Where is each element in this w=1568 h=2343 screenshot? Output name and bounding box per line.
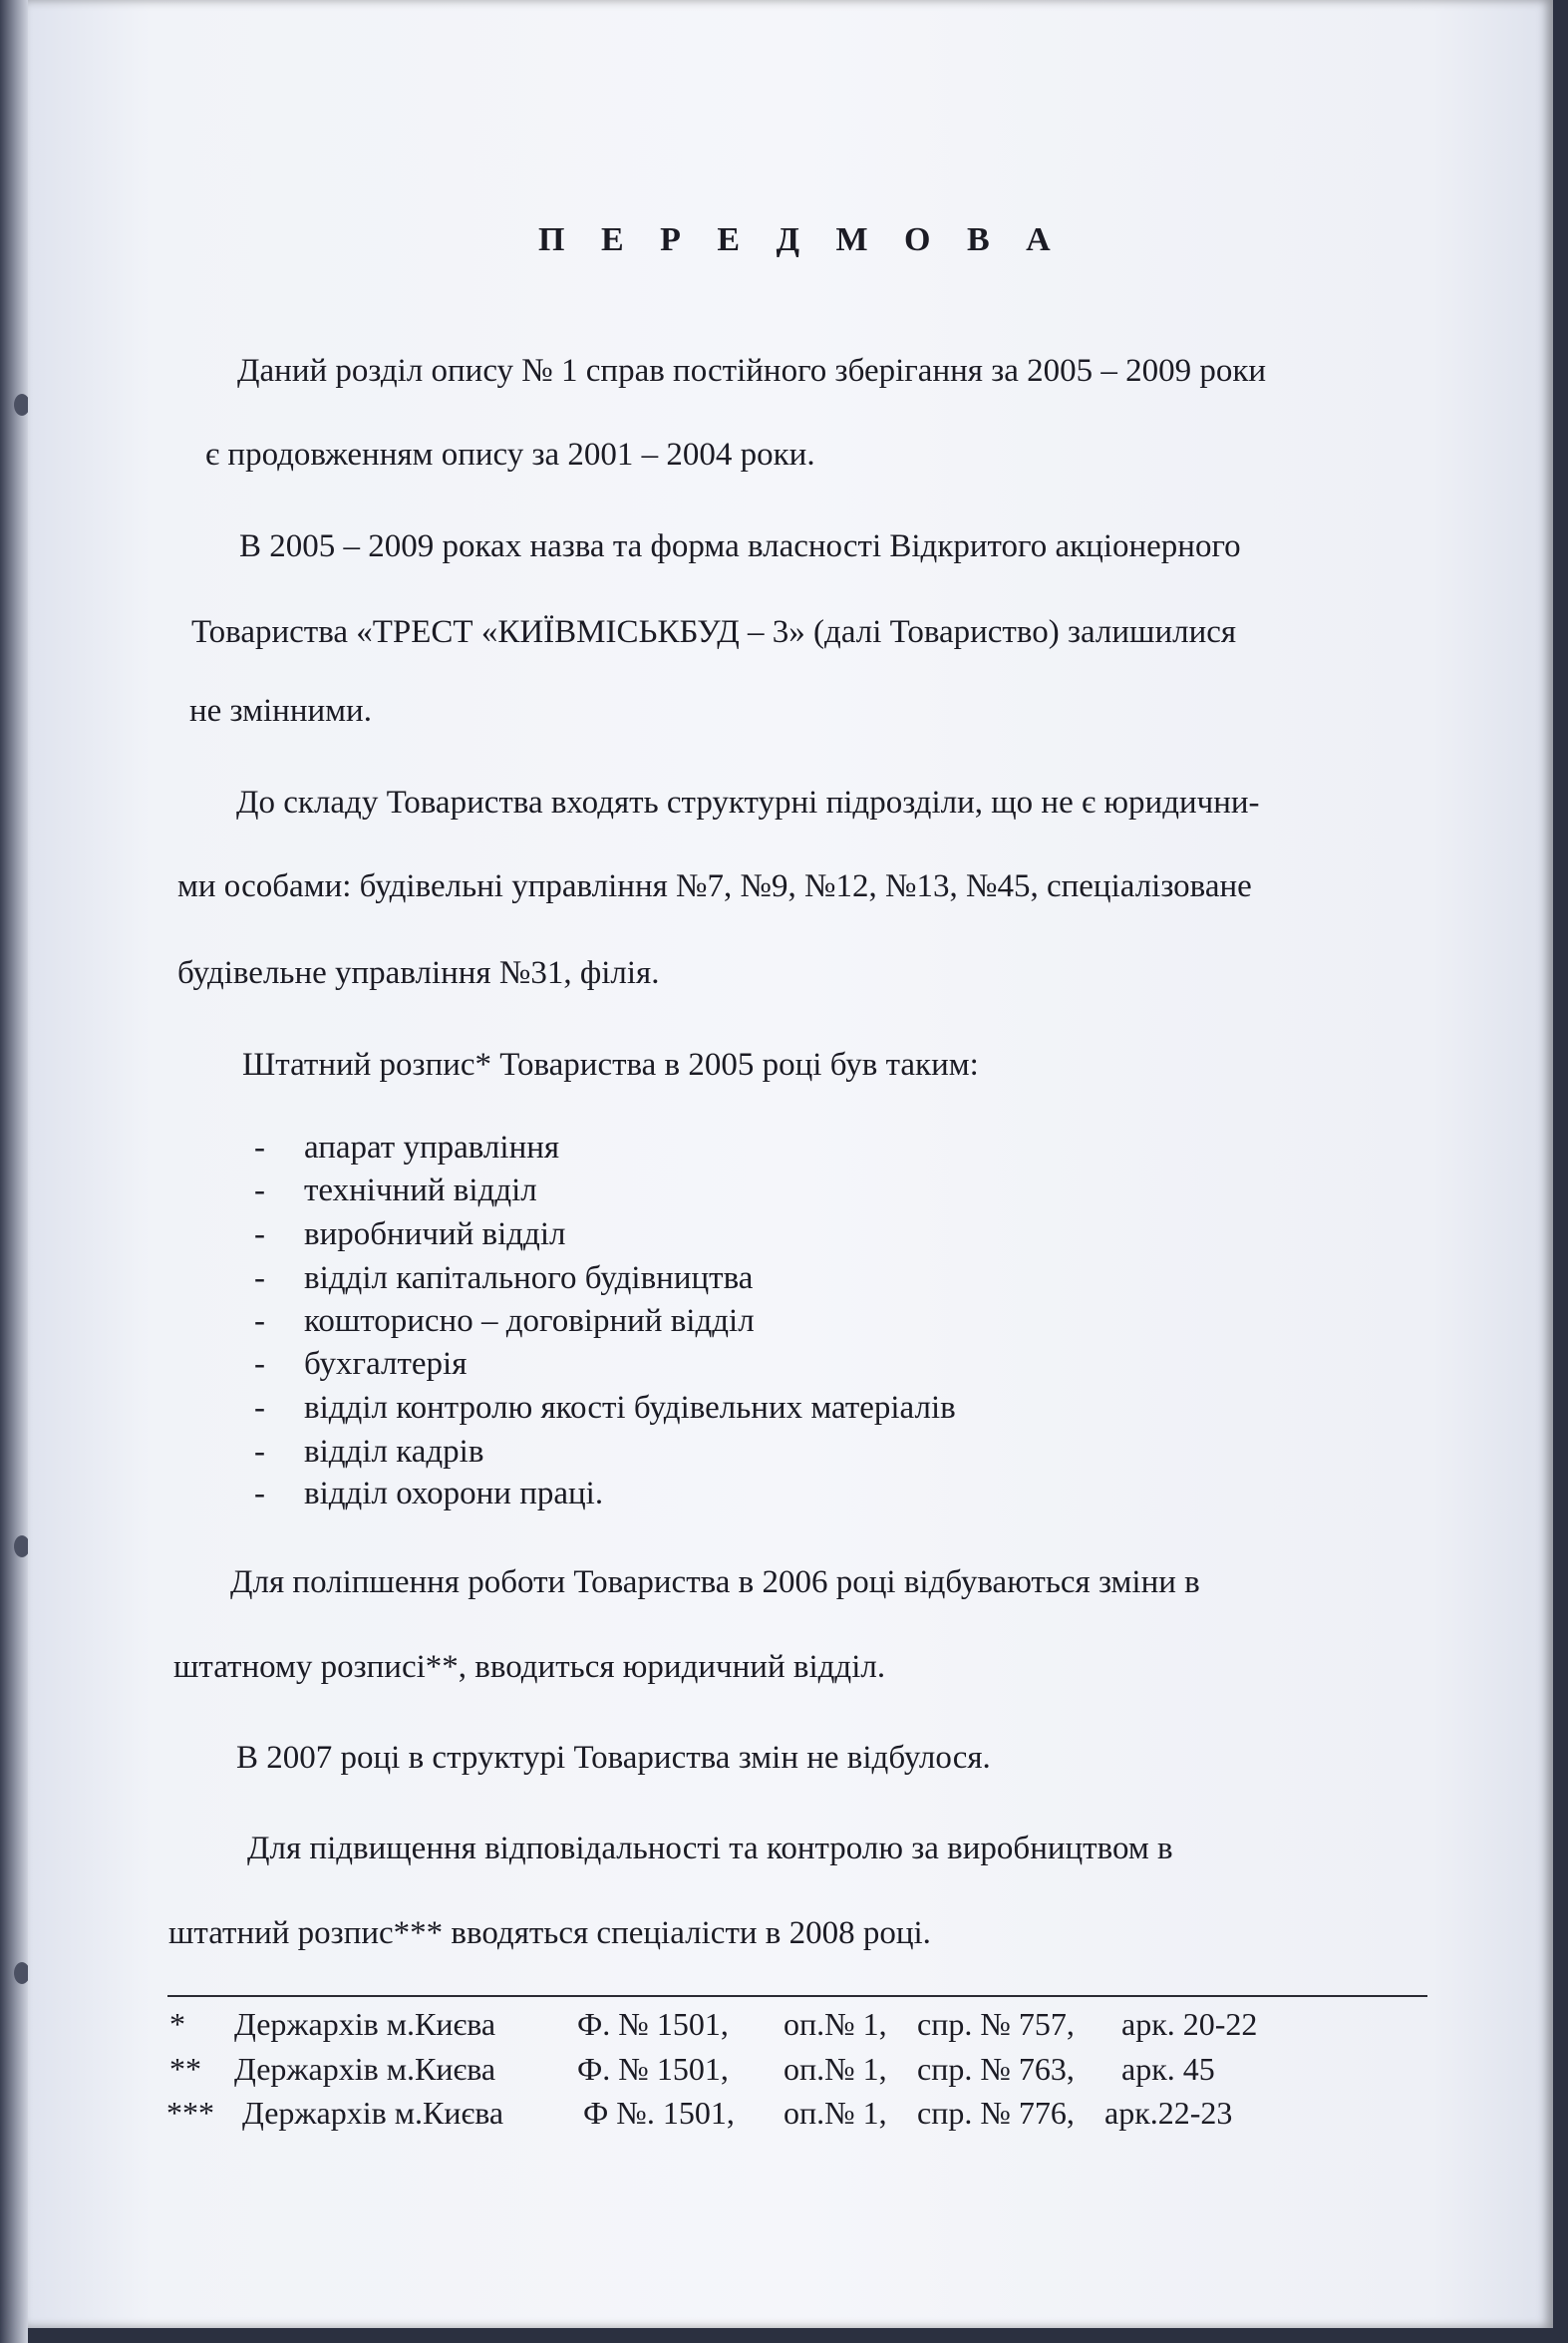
list-item-text: бухгалтерія (304, 1346, 468, 1382)
footnote-ark: арк.22-23 (1104, 2095, 1233, 2131)
list-item (0, 1432, 1568, 1472)
footnote-sprava: спр. № 776, (917, 2095, 1075, 2131)
list-dash: - (254, 1130, 265, 1166)
paragraph-line: Товариства «ТРЕСТ «КИЇВМІСЬКБУД – 3» (далі Товариство) залишилися (191, 614, 1237, 650)
footnote-sprava: спр. № 763, (917, 2051, 1075, 2087)
list-item (0, 1344, 1568, 1384)
paragraph-line: є продовженням опису за 2001 – 2004 роки. (205, 437, 815, 473)
footnote-opys: оп.№ 1, (784, 2006, 887, 2042)
footnote-archive: Держархів м.Києва (242, 2095, 504, 2131)
footnote-mark: *** (166, 2095, 214, 2131)
list-item (0, 1214, 1568, 1254)
list-item-text: відділ охорони праці. (304, 1476, 604, 1511)
list-dash: - (254, 1216, 265, 1252)
list-item (0, 1171, 1568, 1210)
document-title: П Е Р Е Д М О В А (538, 221, 1065, 258)
footnote-archive: Держархів м.Києва (234, 2051, 496, 2087)
list-item (0, 1301, 1568, 1341)
list-item-text: апарат управління (304, 1130, 560, 1166)
footnote-opys: оп.№ 1, (784, 2051, 887, 2087)
paragraph-line: Для поліпшення роботи Товариства в 2006 році відбуваються зміни в (230, 1564, 1200, 1600)
list-dash: - (254, 1390, 265, 1426)
footnote-opys: оп.№ 1, (784, 2095, 887, 2131)
footnote-sprava: спр. № 757, (917, 2006, 1075, 2042)
list-dash: - (254, 1260, 265, 1296)
list-dash: - (254, 1476, 265, 1511)
footnote (0, 2049, 1568, 2089)
footnote-fond: Ф №. 1501, (583, 2095, 735, 2131)
paragraph-line: Штатний розпис* Товариства в 2005 році був таким: (242, 1047, 979, 1083)
paragraph-line: До складу Товариства входять структурні підрозділи, що не є юридични- (236, 785, 1260, 821)
paragraph-line: Даний розділ опису № 1 справ постійного зберігання за 2005 – 2009 роки (237, 353, 1267, 389)
list-item-text: технічний відділ (304, 1172, 537, 1208)
list-item-text: кошторисно – договірний відділ (304, 1303, 755, 1339)
paragraph-line: штатному розписі**, вводиться юридичний відділ. (173, 1649, 886, 1685)
list-item-text: виробничий відділ (304, 1216, 566, 1252)
footnote-separator (167, 1995, 1427, 1997)
list-item (0, 1474, 1568, 1513)
footnote-fond: Ф. № 1501, (577, 2051, 729, 2087)
list-item-text: відділ контролю якості будівельних матеріалів (304, 1390, 956, 1426)
list-item (0, 1388, 1568, 1428)
paragraph-line: не змінними. (189, 693, 372, 729)
footnote-mark: ** (169, 2051, 201, 2087)
footnote-archive: Держархів м.Києва (234, 2006, 496, 2042)
list-dash: - (254, 1434, 265, 1470)
list-dash: - (254, 1172, 265, 1208)
list-dash: - (254, 1346, 265, 1382)
list-item-text: відділ капітального будівництва (304, 1260, 754, 1296)
list-dash: - (254, 1303, 265, 1339)
paragraph-line: будівельне управління №31, філія. (177, 955, 660, 991)
footnote-ark: арк. 20-22 (1121, 2006, 1258, 2042)
footnote-fond: Ф. № 1501, (577, 2006, 729, 2042)
paragraph-line: В 2005 – 2009 роках назва та форма власності Відкритого акціонерного (239, 528, 1241, 564)
footnote-mark: * (169, 2006, 185, 2042)
list-item (0, 1258, 1568, 1298)
paragraph-line: ми особами: будівельні управління №7, №9, №12, №13, №45, спеціалізоване (177, 868, 1252, 904)
footnote-ark: арк. 45 (1121, 2051, 1215, 2087)
paragraph-line: Для підвищення відповідальності та контролю за виробництвом в (247, 1831, 1173, 1866)
list-item-text: відділ кадрів (304, 1434, 484, 1470)
paragraph-line: В 2007 році в структурі Товариства змін не відбулося. (236, 1740, 991, 1776)
list-item (0, 1128, 1568, 1168)
footnote (0, 2004, 1568, 2044)
footnote (0, 2093, 1568, 2133)
paragraph-line: штатний розпис*** вводяться спеціалісти в 2008 році. (168, 1915, 931, 1951)
